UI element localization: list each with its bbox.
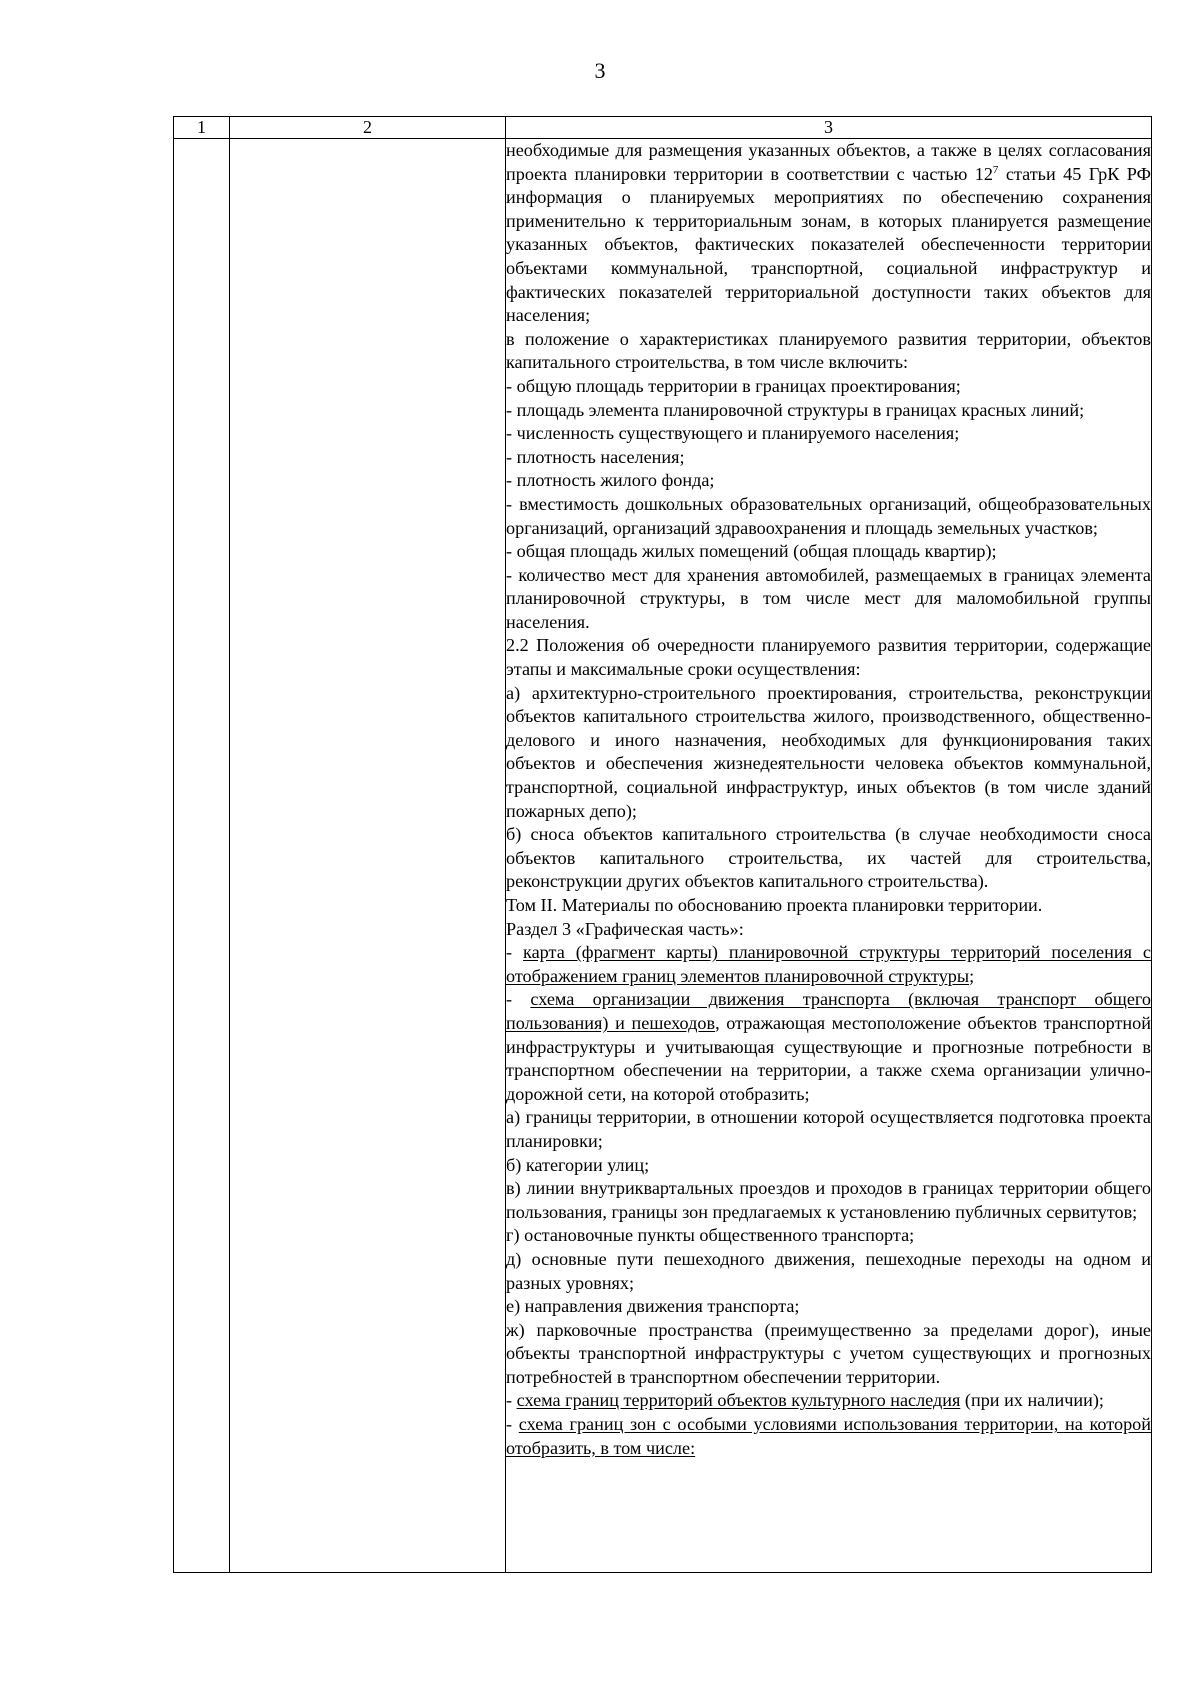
volume-title: Том II. Материалы по обоснованию проекта планировки территории.: [506, 895, 1043, 915]
paragraph-demolition: б) сноса объектов капитального строительства (в случае необходимости сноса объектов капитального строительства, их частей для строительства, реконструкции других объектов капитального строительства).: [506, 824, 1151, 892]
table-header-row: [174, 117, 1152, 139]
header-col-2: 2: [230, 117, 506, 139]
underlined-text: :: [690, 1437, 696, 1458]
text-segment: , отражающая местоположение объектов транспортной инфраструктуры и учитывающая существующие и прогнозные потребности в транспортном обеспечении на территории, а также схема организации улично-дорожной сети, на которой отобразить;: [506, 1012, 1151, 1104]
text-segment: ;: [969, 965, 975, 986]
text-segment: (при их наличии);: [960, 1390, 1104, 1411]
list-item: - общая площадь жилых помещений (общая площадь квартир);: [506, 541, 997, 562]
text-segment: необходимые для размещения указанных объектов, а также в целях согласования проекта планировки территории в соответствии с частью 12: [506, 140, 1151, 184]
list-item: д) основные пути пешеходного движения, пешеходные переходы на одном и разных уровнях;: [506, 1248, 1151, 1293]
underlined-text: схема границ территорий объектов культурного наследия: [516, 1390, 961, 1411]
text-segment: статьи 45 ГрК РФ информация о планируемых мероприятиях по обеспечению сохранения применительно к территориальным зонам, в которых планируется размещение указанных объектов, фактических показателей обеспеченности территории объектами коммунальной, транспортной, социальной инфраструктур и фактических показателей территориальной доступности таких объектов для населения;: [506, 163, 1151, 326]
superscript: 7: [992, 163, 999, 176]
cell-col-2: [230, 139, 506, 1573]
underlined-text: схема организации движения транспорта (включая транспорт общего пользования) и пешеходов: [506, 989, 1151, 1033]
text-segment: -: [506, 1414, 519, 1435]
text-segment: -: [506, 942, 524, 963]
list-item: - количество мест для хранения автомобилей, размещаемых в границах элемента планировочной структуры, в том числе мест для маломобильной группы населения.: [506, 564, 1151, 632]
section-title: Раздел 3 «Графическая часть»:: [506, 918, 744, 939]
list-item-heritage-scheme: [506, 1389, 1151, 1413]
list-item: - вместимость дошкольных образовательных организаций, общеобразовательных организаций, организаций здравоохранения и площадь земельных участков;: [506, 493, 1151, 538]
list-item: а) границы территории, в отношении которой осуществляется подготовка проекта планировки;: [506, 1107, 1151, 1151]
paragraph-info: [506, 139, 1151, 328]
list-item: в) линии внутриквартальных проездов и проходов в границах территории общего пользования, границы зон предлагаемых к установлению публичных сервитутов;: [506, 1178, 1151, 1222]
list-item: - численность существующего и планируемого населения;: [506, 423, 960, 444]
list-item-transport-scheme: [506, 988, 1151, 1106]
table-row: [174, 139, 1152, 1573]
list-item: - плотность жилого фонда;: [506, 470, 715, 491]
list-item: г) остановочные пункты общественного транспорта;: [506, 1225, 915, 1246]
paragraph-design: а) архитектурно-строительного проектирования, строительства, реконструкции объектов капитального строительства жилого, производственного, общественно-делового и иного назначения, необходимых для функционирования таких объектов и обеспечения жизнедеятельности человека объектов коммунальной, транспортной, социальной инфраструктур, иных объектов (в том числе зданий пожарных депо);: [506, 682, 1151, 821]
header-col-3: 3: [506, 117, 1152, 139]
underlined-text: схема границ зон с особыми условиями использования территории, на которой отобразить, в том числе: [506, 1414, 1151, 1458]
list-item: - площадь элемента планировочной структуры в границах красных линий;: [506, 399, 1085, 420]
cell-col-1: [174, 139, 230, 1573]
paragraph-characteristics: в положение о характеристиках планируемого развития территории, объектов капитального строительства, в том числе включить:: [506, 328, 1151, 373]
list-item-zones-scheme: [506, 1413, 1151, 1460]
list-item: - общую площадь территории в границах проектирования;: [506, 375, 961, 396]
header-col-1: 1: [174, 117, 230, 139]
underlined-text: карта (фрагмент карты) планировочной структуры территорий поселения с отображением границ элементов планировочной структуры: [506, 942, 1151, 986]
list-item: ж) парковочные пространства (преимущественно за пределами дорог), иные объекты транспортной инфраструктуры с учетом существующих и прогнозных потребностей в транспортном обеспечении территории.: [506, 1319, 1151, 1387]
list-item: - плотность населения;: [506, 446, 685, 467]
cell-col-3-content: [506, 139, 1152, 1573]
list-item: б) категории улиц;: [506, 1154, 650, 1175]
document-table: [173, 116, 1152, 1573]
paragraph-stages: 2.2 Положения об очередности планируемого развития территории, содержащие этапы и максимальные сроки осуществления:: [506, 635, 1151, 680]
text-segment: -: [506, 1390, 517, 1411]
list-item: е) направления движения транспорта;: [506, 1296, 800, 1317]
list-item-planning-map: [506, 941, 1151, 988]
page-number: 3: [594, 58, 606, 83]
text-segment: -: [506, 989, 531, 1010]
